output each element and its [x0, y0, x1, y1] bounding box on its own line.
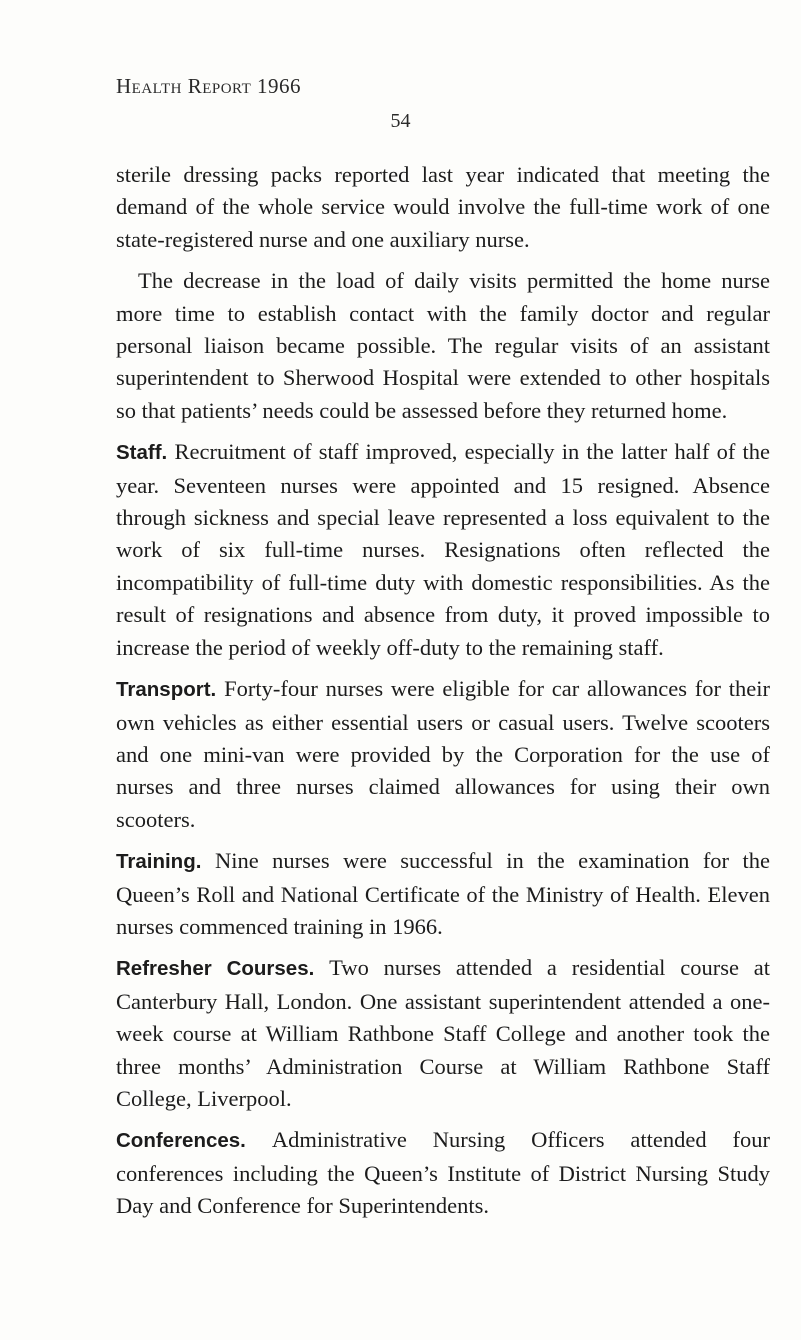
paragraph-refresher-courses	[116, 952, 770, 1115]
paragraph-text: Nine nurses were successful in the examination for the Queen’s Roll and National Certificate of the Ministry of Health. Eleven nurses commenced training in 1966.	[116, 848, 771, 939]
paragraph-continuation	[116, 159, 770, 256]
paragraph-staff	[116, 436, 770, 664]
section-heading-refresher-courses: Refresher Courses.	[116, 957, 330, 981]
paragraph-text: Administrative Nursing Officers attended four conferences including the Queen’s Institute of District Nursing Study Day and Conference for Superintendents.	[116, 1127, 771, 1219]
paragraph-text: Recruitment of staff improved, especially in the latter half of the year. Seventeen nurses were appointed and 15 resigned. Absence through sickness and special leave represented a loss equivalent to the work of six full-time nurses. Resignations often reflected the incompatibility of full-time duty with domestic responsibilities. As the result of resignations and absence from duty, it proved impossible to increase the period of weekly off-duty to the remaining staff.	[116, 439, 770, 660]
paragraph-training	[116, 845, 770, 943]
body-text	[116, 159, 770, 1232]
page-number: 54	[390, 110, 411, 132]
section-heading-transport: Transport.	[116, 678, 225, 702]
paragraph-text: Two nurses attended a residential course at Canterbury Hall, London. One assistant superintendent attended a one-week course at William Rathbone Staff College and another took the three months’ Administration Course at William Rathbone Staff College, Liverpool.	[116, 955, 770, 1111]
section-heading-staff: Staff.	[116, 441, 175, 465]
paragraph-transport	[116, 673, 770, 836]
paragraph-text: Forty-four nurses were eligible for car allowances for their own vehicles as either essential users or casual users. Twelve scooters and one mini-van were provided by the Corporation for the use of nurses and three nurses claimed allowances for using their own scooters.	[116, 676, 770, 832]
section-heading-conferences: Conferences.	[116, 1129, 272, 1153]
paragraph-text: The decrease in the load of daily visits permitted the home nurse more time to establish contact with the family doctor and regular personal liaison became possible. The regular visits of an assistant superintendent to Sherwood Hospital were extended to other hospitals so that patients’ needs could be assessed before they returned home.	[116, 268, 770, 423]
section-heading-training: Training.	[116, 850, 215, 874]
paragraph-home-nurse	[116, 265, 770, 427]
running-head: Health Report 1966	[116, 74, 302, 98]
paragraph-text: sterile dressing packs reported last year indicated that meeting the demand of the whole service would involve the full-time work of one state-registered nurse and one auxiliary nurse.	[116, 162, 770, 252]
paragraph-conferences	[116, 1124, 770, 1222]
